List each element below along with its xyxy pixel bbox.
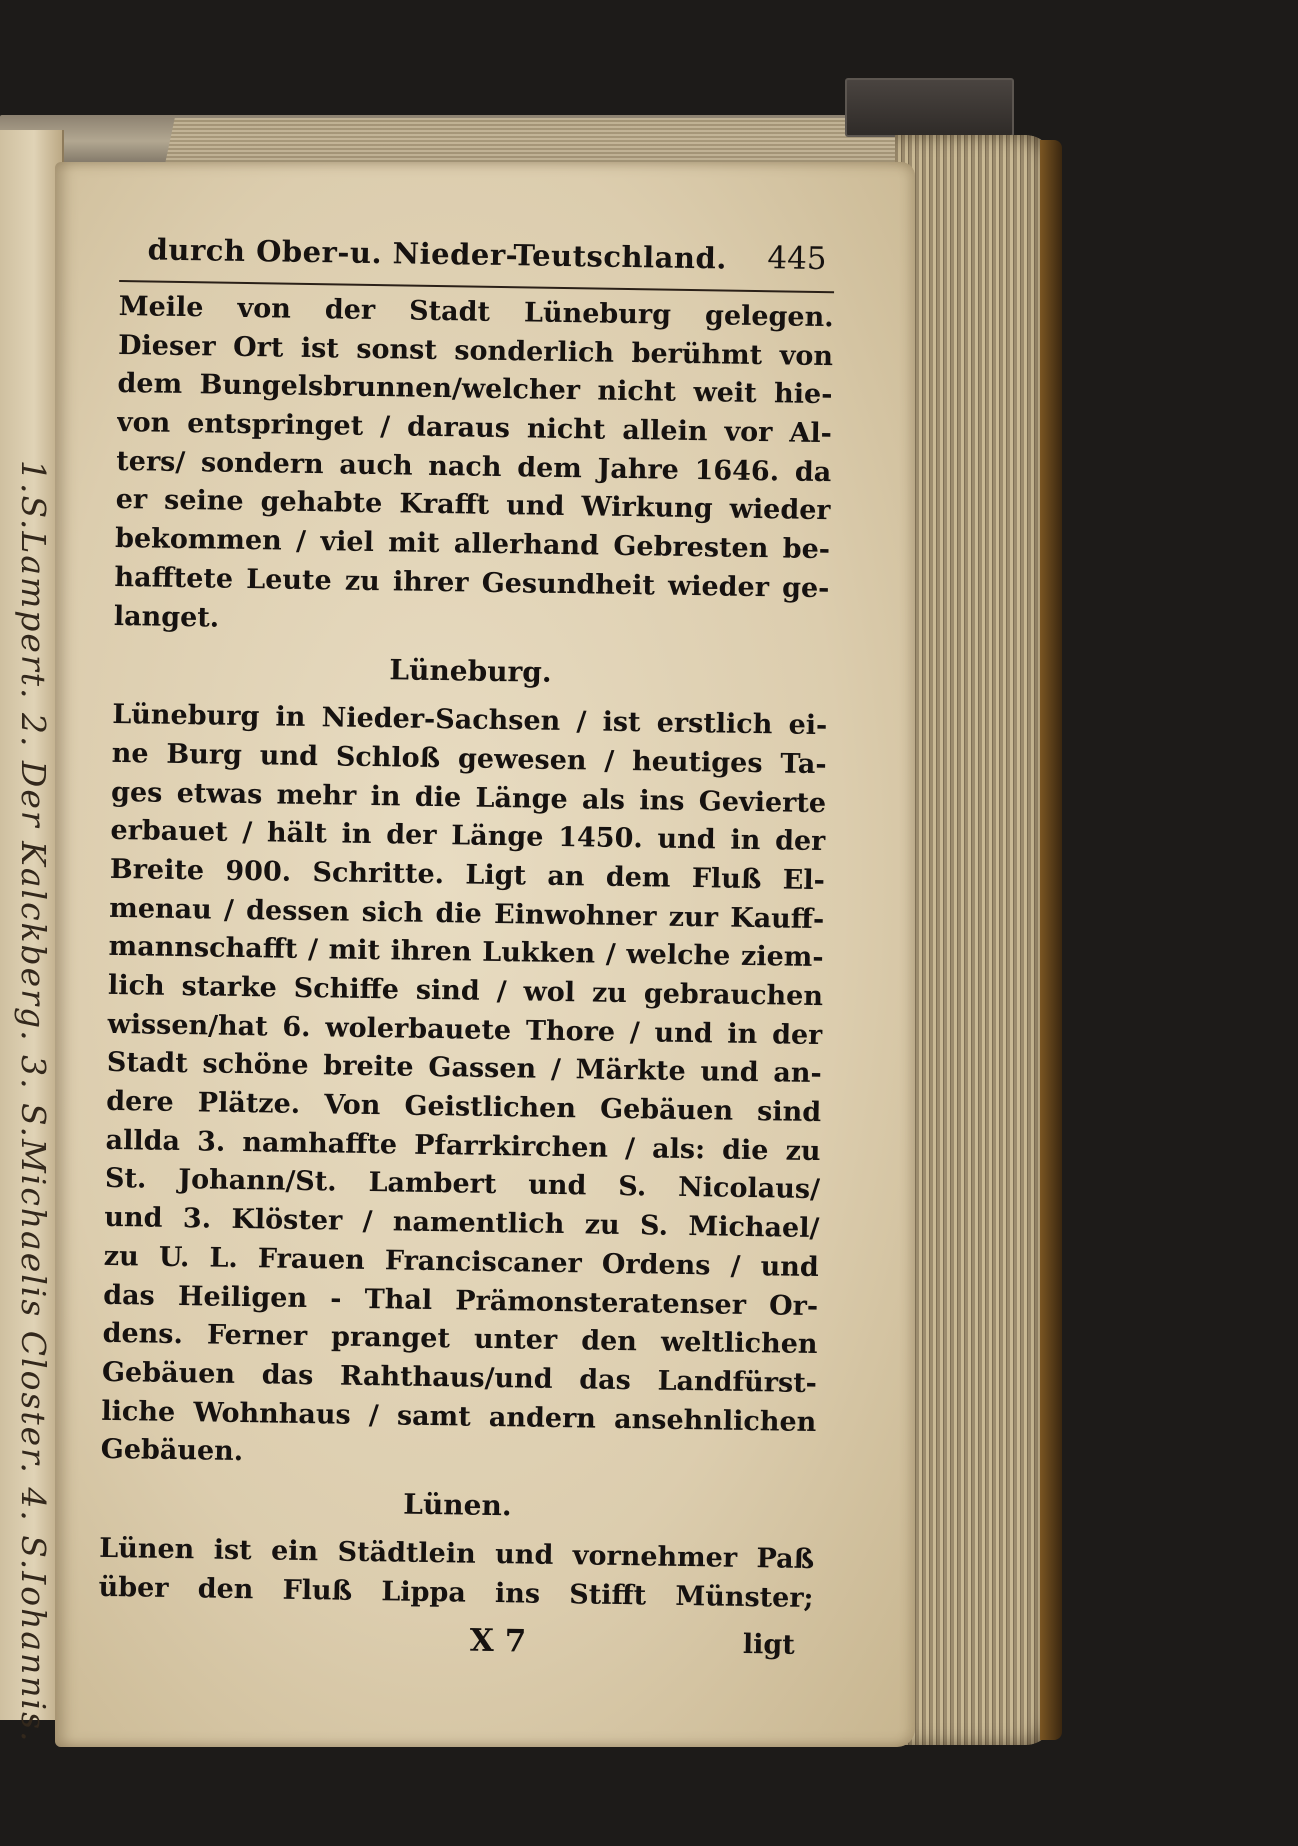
text-line: mannschafft / mit ihren Lukken / welche ziem- (108, 931, 824, 974)
text-line: menau / dessen sich die Einwohner zur Kauff- (109, 892, 825, 935)
text-line: lich starke Schiffe sind / wol zu gebrauchen (107, 969, 824, 1013)
text-line: er seine gehabte Krafft und Wirkung wieder (115, 484, 831, 527)
text-line: ges etwas mehr in die Länge als ins Gevierte (110, 776, 827, 819)
text-line: dere Plätze. Von Geistlichen Gebäuen sind (106, 1085, 822, 1129)
text-line: Breite 900. Schritte. Ligt an dem Fluß El- (109, 853, 826, 897)
page-block-fore-edge (895, 135, 1055, 1745)
signature-mark: X 7 (469, 1622, 527, 1660)
text-line: und 3. Klöster / namentlich zu S. Michael/ (104, 1202, 820, 1245)
text-line: allda 3. namhaffte Pfarrkirchen / als: die zu (105, 1124, 821, 1167)
text-line: langet. (113, 600, 220, 634)
paragraph-lueneburg (100, 696, 827, 1481)
left-page-margin-text: 1.S.Lampert. 2. Der Kalckberg. 3. S.Michaelis Closter. 4. S.Iohannis. (14, 460, 53, 1744)
text-line: Gebäuen das Rahthaus/und das Landfürst- (101, 1356, 818, 1399)
text-line: liche Wohnhaus / samt andern ansehnlichen (101, 1395, 817, 1438)
text-line: Lüneburg in Nieder-Sachsen / ist erstlich ei- (112, 699, 828, 742)
text-line: Stadt schöne breite Gassen / Märkte und an- (106, 1047, 823, 1090)
text-line: Meile von der Stadt Lüneburg gelegen. (118, 290, 834, 334)
text-line: hafftete Leute zu ihrer Gesundheit wieder ge- (114, 561, 830, 604)
catchword: ligt (742, 1629, 796, 1662)
text-line: wissen/hat 6. wolerbauete Thore / und in der (107, 1008, 823, 1051)
text-line: dens. Ferner pranget unter den weltlichen (102, 1318, 818, 1361)
text-line: erbauet / hält in der Länge 1450. und in der (110, 815, 826, 858)
text-line: St. Johann/St. Lambert und S. Nicolaus/ (104, 1163, 821, 1206)
page-text-block (98, 226, 835, 1668)
text-line: ters/ sondern auch nach dem Jahre 1646. da (116, 445, 832, 488)
text-line: bekommen / viel mit allerhand Gebresten be- (114, 523, 831, 566)
text-line: das Heiligen - Thal Prämonsteratenser Or- (102, 1279, 819, 1322)
running-title: durch Ober-u. Nieder-Teutschland. (147, 232, 728, 276)
text-line: ne Burg und Schloß gewesen / heutiges Ta- (111, 737, 827, 781)
text-line: von entspringet / daraus nicht allein vor Al- (116, 407, 833, 450)
text-line: Gebäuen. (100, 1434, 244, 1468)
page-number: 445 (767, 240, 827, 278)
cover-edge (1040, 140, 1062, 1740)
book-clasp (845, 78, 1014, 137)
text-line: dem Bungelsbrunnen/welcher nicht weit hie- (117, 368, 833, 411)
text-line: über den Fluß Lippa ins Stifft Münster; (98, 1571, 814, 1614)
paragraph-bungelsbrunnen (114, 288, 834, 647)
paragraph-luenen (98, 1530, 814, 1619)
running-header (119, 226, 835, 293)
text-line: zu U. L. Frauen Franciscaner Ordens / und (103, 1240, 819, 1283)
section-heading-lueneburg: Lüneburg. (389, 653, 552, 690)
text-line: Lünen ist ein Städtlein und vornehmer Paß (98, 1532, 815, 1576)
section-heading-luenen: Lünen. (403, 1487, 512, 1523)
text-line: Dieser Ort ist sonst sonderlich berühmt von (117, 329, 834, 372)
